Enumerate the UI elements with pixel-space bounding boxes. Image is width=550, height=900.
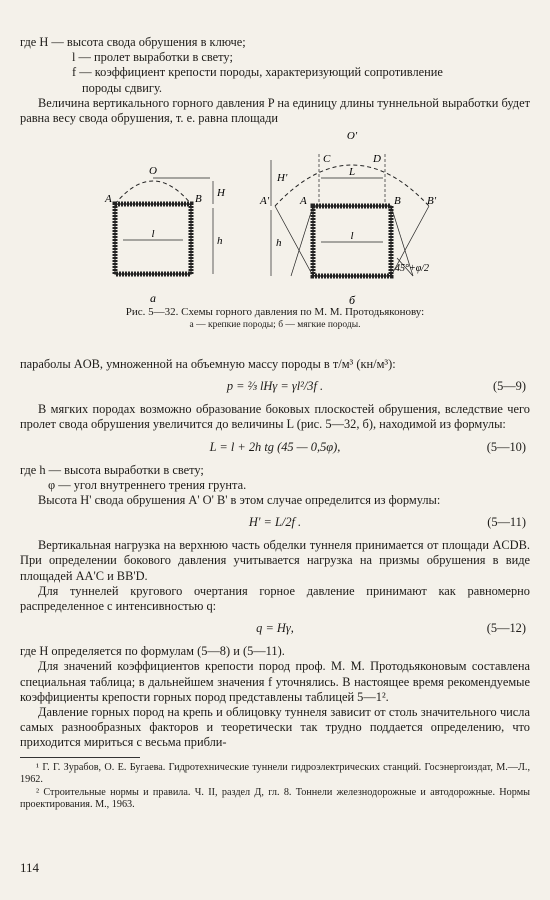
- label-B-prime: B': [427, 195, 437, 207]
- footnote-1: ¹ Г. Г. Зурабов, О. Е. Бугаева. Гидротехнические туннели гидроэлектрических станций. Госэнергоиздат, М.—Л., 1962.: [20, 761, 530, 786]
- definition-f: f — коэффициент крепости породы, характеризующий сопротивление: [72, 65, 443, 80]
- paragraph-parabola: параболы AOB, умноженной на объемную массу породы в т/м³ (кн/м³):: [20, 357, 396, 371]
- label-b: б: [348, 293, 356, 307]
- diagram-a: [104, 165, 226, 305]
- paragraph-vertical-load: Вертикальная нагрузка на верхнюю часть обделки туннеля принимается от площади ACDB. При определении бокового давления учитывается нагрузка на призмы обрушения в виде площадей AA'C и BB'D.: [20, 538, 530, 583]
- equation-5-9: [20, 372, 530, 402]
- figure-caption: [75, 306, 475, 332]
- label-angle: 45°+φ/2: [395, 263, 430, 274]
- definition-l: l — пролет выработки в свету;: [72, 50, 233, 65]
- caption-title: Рис. 5—32. Схемы горного давления по М. М. Протодьяконову:: [125, 306, 425, 318]
- label-h: h: [217, 235, 223, 247]
- paragraph-where-H: где H определяется по формулам (5—8) и (5—11).: [20, 644, 285, 659]
- equation-number-5-9: (5—9): [492, 379, 526, 394]
- page-number: 114: [20, 860, 40, 875]
- label-C: C: [323, 153, 331, 165]
- formula-5-10: L = l + 2h tg (45 — 0,5φ),: [209, 439, 341, 454]
- equation-5-12: [20, 614, 530, 644]
- footnote-divider: [20, 757, 140, 758]
- label-A: A: [105, 193, 112, 205]
- footnote-2: ² Строительные нормы и правила. Ч. II, раздел Д, гл. 8. Тоннели железнодорожные и автодорожные. Нормы проектирования. М., 1963.: [20, 786, 530, 811]
- label-D: D: [373, 153, 381, 165]
- paragraph-coefficients: Для значений коэффициентов крепости пород проф. М. М. Протодьяконовым составлена специальная таблица; в дальнейшем значения f уточнялись. В настоящее время рекомендуемые коэффициенты крепости горных пород представлены таблицей 5—1².: [20, 659, 530, 704]
- arch-a: [115, 181, 191, 204]
- label-A-b: A: [300, 195, 307, 207]
- equation-5-10: [20, 433, 530, 463]
- formula-5-11: H' = L/2f .: [248, 515, 302, 530]
- paragraph-circular-tunnels: Для туннелей кругового очертания горное давление принимают как равномерно распределенное с интенсивностью q:: [20, 583, 530, 614]
- formula-5-12: q = Hγ,: [256, 621, 294, 636]
- label-B: B: [195, 193, 202, 205]
- equation-number-5-12: (5—12): [486, 621, 526, 636]
- label-H: H: [217, 187, 225, 199]
- definition-f-cont: породы сдвигу.: [82, 80, 163, 95]
- equation-5-11: [20, 508, 530, 538]
- formula-5-9: p = ⅔ lHγ = γl²/3f .: [226, 379, 324, 394]
- label-a: а: [150, 291, 156, 305]
- equation-number-5-11: (5—11): [487, 515, 526, 530]
- label-h-b: h: [276, 237, 282, 249]
- main-text-block: [20, 357, 530, 812]
- equation-number-5-10: (5—10): [486, 439, 526, 454]
- paragraph-pressure-factors: Давление горных пород на крепь и облицовку туннеля зависит от столь значительного числа самых разнообразных факторов и теоретически так трудно поддается определению, что приходится мириться с весьма прибли-: [20, 705, 530, 750]
- label-l: l: [151, 228, 155, 240]
- label-L: L: [348, 166, 356, 178]
- definition-phi: φ — угол внутреннего трения грунта.: [48, 477, 247, 492]
- diagram-b: [259, 130, 437, 307]
- definition-H: где H — высота свода обрушения в ключе;: [20, 35, 246, 49]
- label-l-b: l: [350, 230, 354, 242]
- label-H-prime: H': [277, 172, 288, 184]
- paragraph-vertical-pressure: Величина вертикального горного давления P на единицу длины туннельной выработки будет равна весу свода обрушения, т. е. равна площади: [20, 95, 530, 126]
- label-B-b: B: [394, 195, 401, 207]
- label-O-prime: O': [346, 130, 358, 142]
- definition-h: где h — высота выработки в свету;: [20, 462, 204, 477]
- label-A-prime: A': [260, 195, 270, 207]
- paragraph-soft-rocks: В мягких породах возможно образование боковых плоскостей обрушения, вследствие чего пролет свода обрушения увеличится до величины L (рис. 5—32, б), находимой из формулы:: [20, 402, 530, 432]
- caption-legend: а — крепкие породы; б — мягкие породы.: [189, 320, 361, 330]
- top-text-block: [20, 35, 530, 126]
- paragraph-arch-height: Высота H' свода обрушения A' O' B' в этом случае определится из формулы:: [38, 493, 441, 508]
- label-O: O: [149, 165, 157, 177]
